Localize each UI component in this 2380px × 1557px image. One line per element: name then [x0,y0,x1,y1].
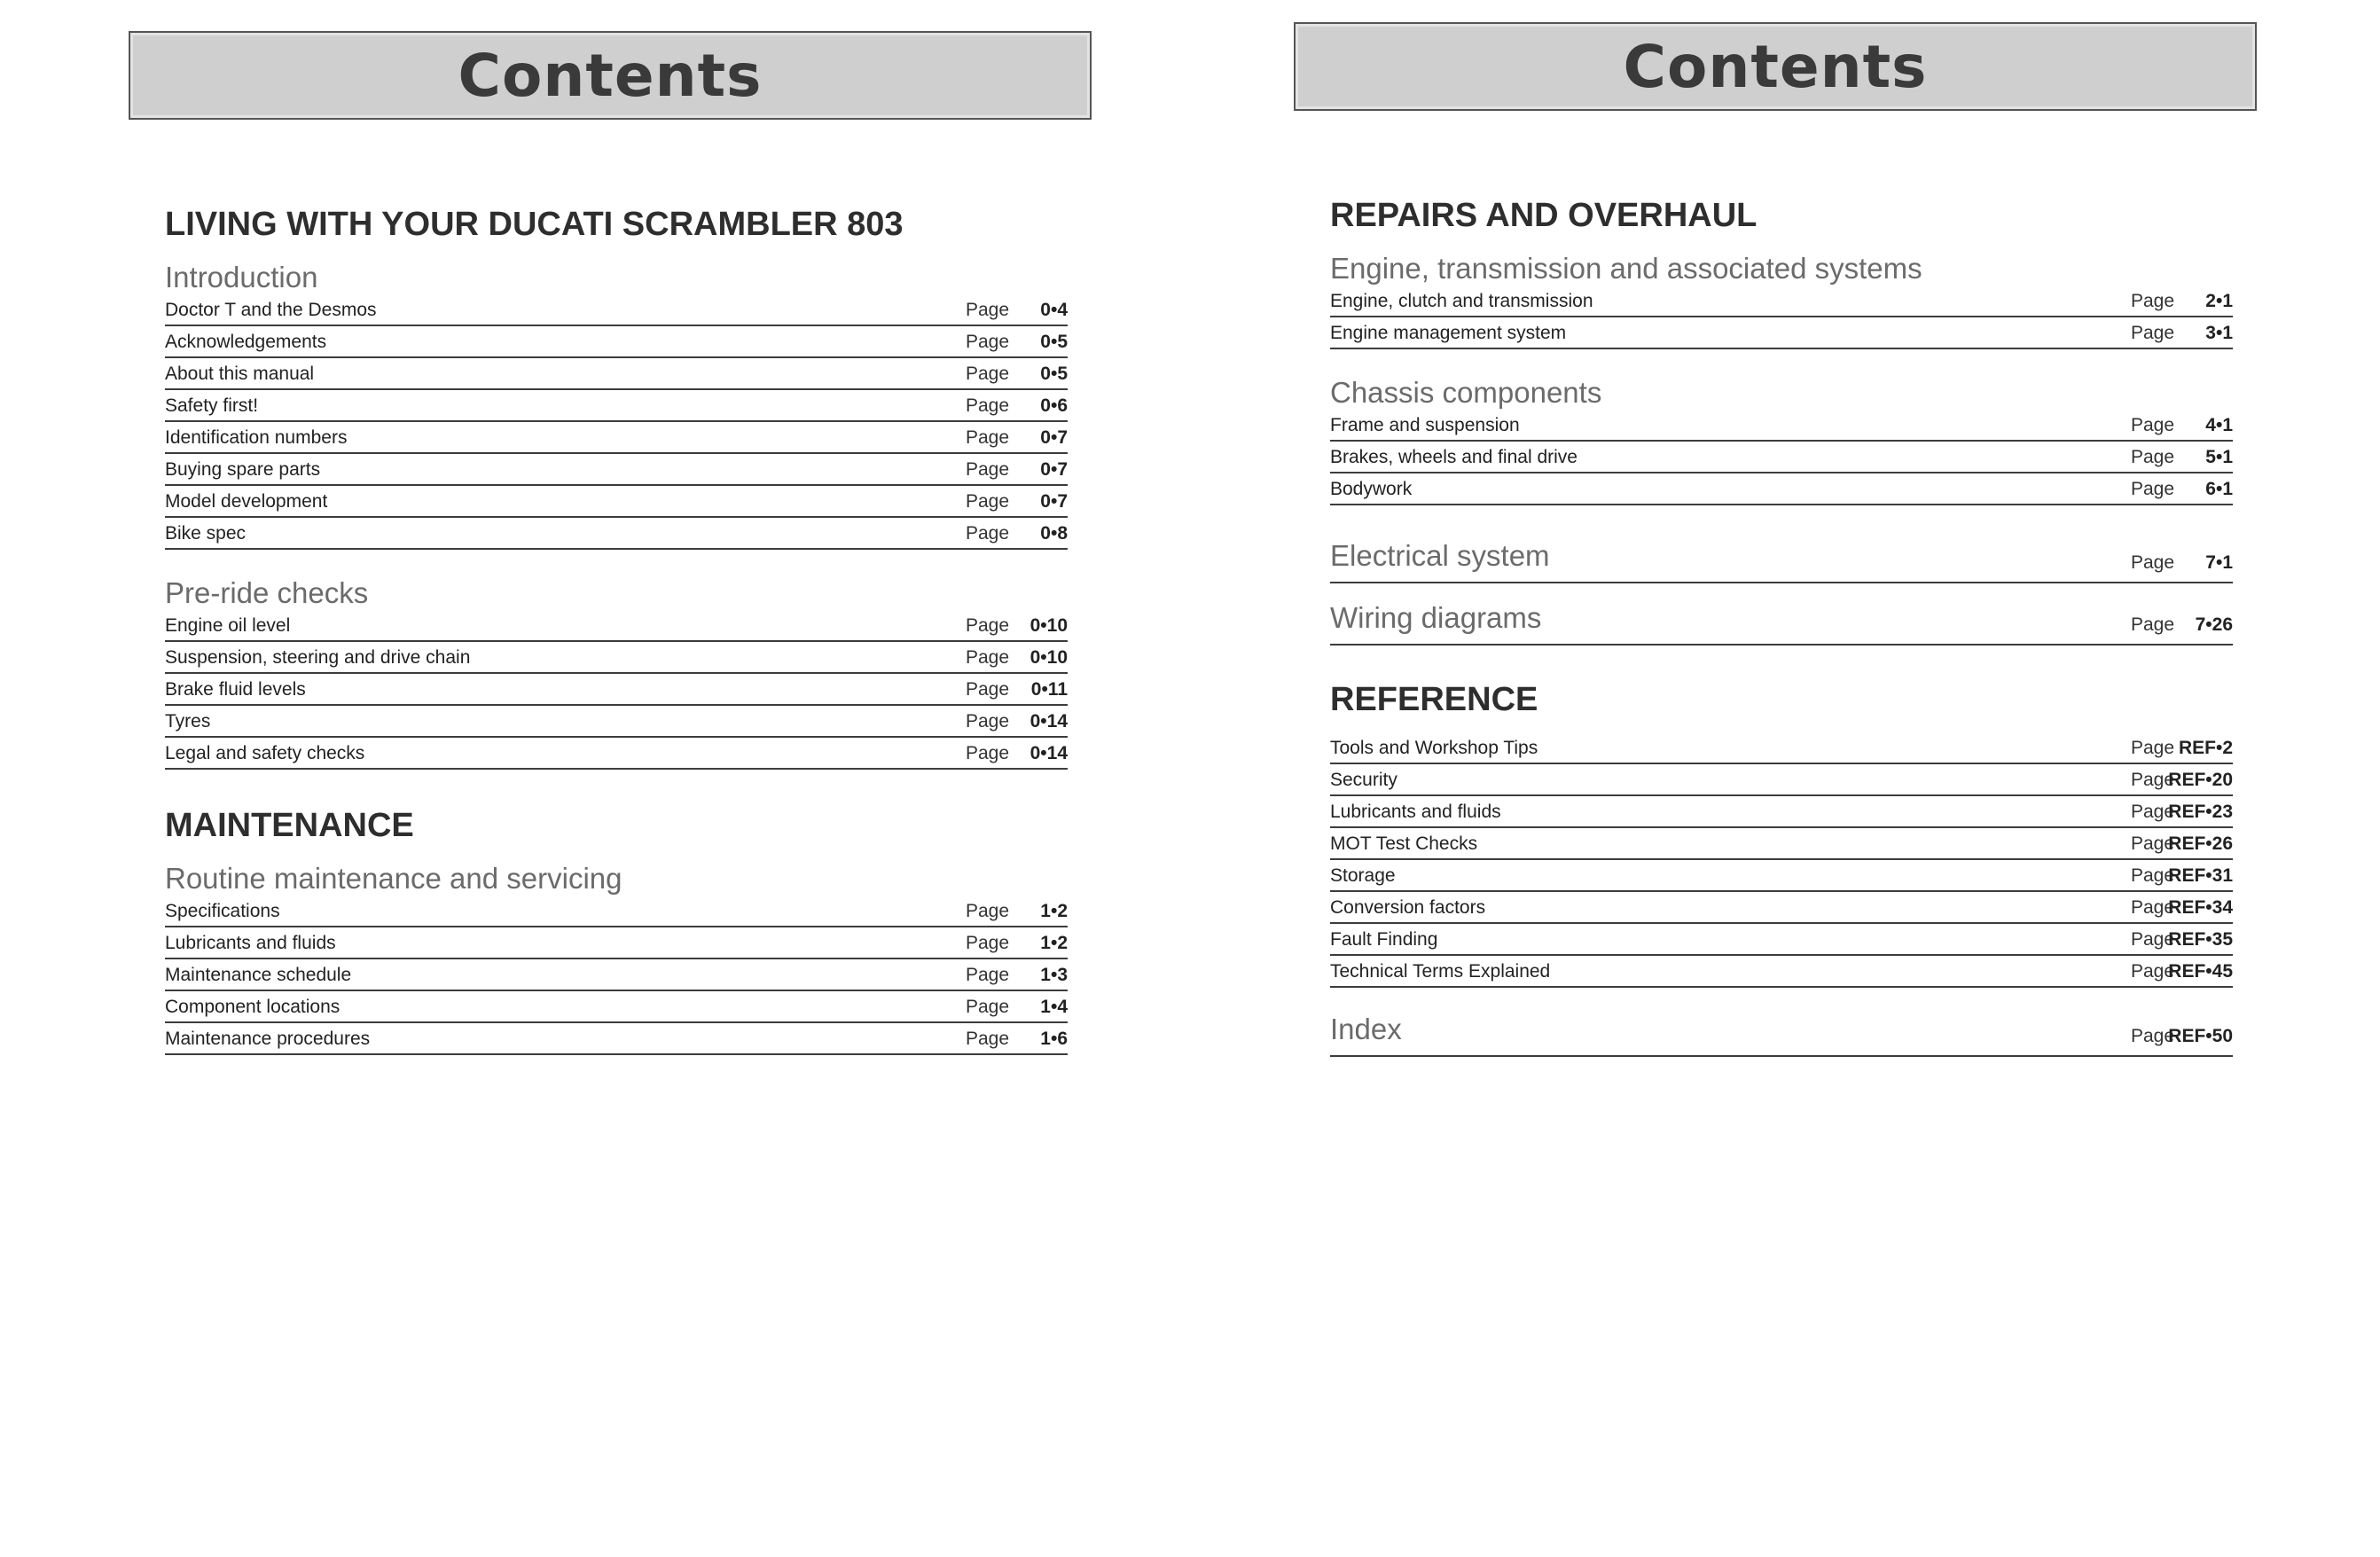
entry-label: Buying spare parts [165,459,321,480]
page-word: Page [2130,323,2174,343]
toc-entry[interactable] [165,929,1068,959]
page-number: 1•2 [1040,933,1068,953]
page-word: Page [965,743,1009,763]
banner-title: Contents [458,41,763,110]
toc-entry[interactable] [1330,766,2233,796]
right-column [1330,192,2233,1057]
page-number: REF•2 [2178,738,2233,758]
toc-entry[interactable] [165,424,1068,454]
toc-entry[interactable] [1330,926,2233,956]
entry-label: Bodywork [1330,479,1413,499]
section-heading: REFERENCE [1330,681,1538,718]
entry-label: Maintenance procedures [165,1029,371,1049]
page-number: 0•7 [1040,427,1068,448]
group-title: Engine, transmission and associated systems [1330,252,1922,285]
page-number: REF•20 [2168,770,2233,790]
page-word: Page [965,933,1009,953]
toc-entry[interactable] [1330,287,2233,317]
page-number: 0•5 [1040,332,1068,352]
page-word: Page [2130,833,2174,854]
toc-entry[interactable] [165,520,1068,550]
entry-label: Suspension, steering and drive chain [165,647,471,668]
page-number: 7•26 [2195,614,2233,635]
entry-label: Electrical system [1330,539,1550,572]
toc-entry[interactable] [165,296,1068,326]
group-title: Pre-ride checks [165,576,369,609]
section-heading: LIVING WITH YOUR DUCATI SCRAMBLER 803 [165,206,904,243]
entry-label: Security [1330,770,1397,790]
toc-entry[interactable] [1330,830,2233,860]
page-word: Page [2130,552,2174,573]
page-word: Page [2130,479,2174,499]
page-number: REF•26 [2168,833,2233,854]
entry-label: Storage [1330,865,1396,886]
toc-entry[interactable] [1330,862,2233,892]
entry-label: Acknowledgements [165,332,327,352]
toc-entry[interactable] [165,739,1068,770]
contents-page-right [1190,0,2380,1557]
page-number: 0•5 [1040,364,1068,384]
page-number: 0•11 [1030,679,1068,700]
entry-label: Conversion factors [1330,897,1486,918]
entry-label: Engine oil level [165,615,291,636]
left-column [165,200,1068,1055]
toc-entry[interactable] [165,456,1068,486]
entry-label: Index [1330,1013,1402,1045]
page-word: Page [965,395,1009,416]
entry-label: Lubricants and fluids [1330,802,1501,822]
toc-entry-electrical[interactable] [1330,537,2233,583]
toc-entry-index[interactable] [1330,1011,2233,1057]
page-word: Page [965,523,1009,544]
entry-label: Specifications [165,901,280,921]
toc-entry[interactable] [165,676,1068,706]
toc-entry[interactable] [1330,734,2233,764]
page-word: Page [965,711,1009,732]
entry-label: Bike spec [165,523,247,544]
banner-title: Contents [1623,32,1928,101]
toc-entry[interactable] [165,392,1068,422]
group-title: Introduction [165,261,318,293]
page-word: Page [965,459,1009,480]
toc-entry[interactable] [165,644,1068,674]
page-word: Page [2130,614,2174,635]
page-number: 1•6 [1040,1029,1068,1049]
page-word: Page [965,901,1009,921]
toc-entry[interactable] [165,897,1068,927]
page-number: REF•50 [2168,1026,2233,1046]
page-word: Page [2130,961,2174,982]
page-number: 5•1 [2205,447,2233,467]
page-word: Page [965,1029,1009,1049]
entry-label: Component locations [165,997,341,1017]
toc-entry[interactable] [165,993,1068,1023]
toc-entry[interactable] [1330,798,2233,828]
page-word: Page [2130,929,2174,950]
toc-entry-wiring[interactable] [1330,599,2233,645]
entry-label: About this manual [165,364,315,384]
page-number: 1•2 [1040,901,1068,921]
page-number: 0•14 [1030,711,1068,732]
group-title: Routine maintenance and servicing [165,862,622,895]
page-number: REF•23 [2168,802,2233,822]
entry-label: Doctor T and the Desmos [165,300,377,320]
page-number: 0•10 [1030,647,1068,668]
page-word: Page [2130,865,2174,886]
page-word: Page [965,332,1009,352]
toc-entry[interactable] [165,488,1068,518]
page-number: 1•3 [1040,965,1068,985]
section-heading: MAINTENANCE [165,807,414,844]
page-number: 2•1 [2205,291,2233,311]
entry-label: Wiring diagrams [1330,601,1542,634]
entry-label: Fault Finding [1330,929,1438,950]
page-number: 0•7 [1040,459,1068,480]
entry-label: Engine management system [1330,323,1567,343]
toc-entry[interactable] [165,961,1068,991]
toc-entry[interactable] [1330,958,2233,988]
page-number: REF•34 [2168,897,2233,918]
entry-label: Legal and safety checks [165,743,365,763]
section-heading: REPAIRS AND OVERHAUL [1330,197,1758,234]
entry-label: Brakes, wheels and final drive [1330,447,1578,467]
page-word: Page [965,965,1009,985]
page-number: REF•35 [2168,929,2233,950]
page-word: Page [965,997,1009,1017]
entry-label: Maintenance schedule [165,965,352,985]
toc-entry[interactable] [1330,319,2233,349]
group-title: Chassis components [1330,376,1602,409]
page-number: 0•14 [1030,743,1068,763]
entry-label: Frame and suspension [1330,415,1520,435]
page-word: Page [965,647,1009,668]
page-number: 3•1 [2205,323,2233,343]
page-word: Page [965,615,1009,636]
page-number: 0•6 [1040,395,1068,416]
entry-label: Tyres [165,711,211,732]
entry-label: Lubricants and fluids [165,933,336,953]
page-number: REF•31 [2168,865,2233,886]
toc-entry[interactable] [165,360,1068,390]
page-word: Page [2130,447,2174,467]
entry-label: Safety first! [165,395,259,416]
entry-label: Engine, clutch and transmission [1330,291,1593,311]
toc-entry[interactable] [165,328,1068,358]
page-word: Page [965,300,1009,320]
page-word: Page [2130,770,2174,790]
page-word: Page [965,491,1009,512]
page-word: Page [965,679,1009,700]
toc-entry[interactable] [1330,411,2233,442]
page-word: Page [2130,291,2174,311]
page-word: Page [2130,802,2174,822]
toc-entry[interactable] [1330,894,2233,924]
entry-label: MOT Test Checks [1330,833,1478,854]
toc-entry[interactable] [1330,443,2233,473]
entry-label: Technical Terms Explained [1330,961,1551,982]
page-number: 0•8 [1040,523,1068,544]
page-number: 0•7 [1040,491,1068,512]
page-number: 7•1 [2205,552,2233,573]
toc-entry[interactable] [165,612,1068,642]
page-number: 6•1 [2205,479,2233,499]
page-number: 0•4 [1040,300,1068,320]
toc-entry[interactable] [165,708,1068,738]
toc-entry[interactable] [165,1025,1068,1055]
entry-label: Model development [165,491,328,512]
entry-label: Brake fluid levels [165,679,306,700]
page-word: Page [965,427,1009,448]
page-number: 1•4 [1040,997,1068,1017]
page-word: Page [2130,897,2174,918]
page-word: Page [2130,1026,2174,1046]
page-number: REF•45 [2168,961,2233,982]
page-number: 4•1 [2205,415,2233,435]
entry-label: Identification numbers [165,427,348,448]
page-word: Page [2130,415,2174,435]
page-word: Page [2130,738,2174,758]
toc-entry[interactable] [1330,475,2233,505]
page-word: Page [965,364,1009,384]
contents-banner [1294,22,2257,111]
entry-label: Tools and Workshop Tips [1330,738,1538,758]
contents-banner [129,31,1092,120]
page-number: 0•10 [1030,615,1068,636]
